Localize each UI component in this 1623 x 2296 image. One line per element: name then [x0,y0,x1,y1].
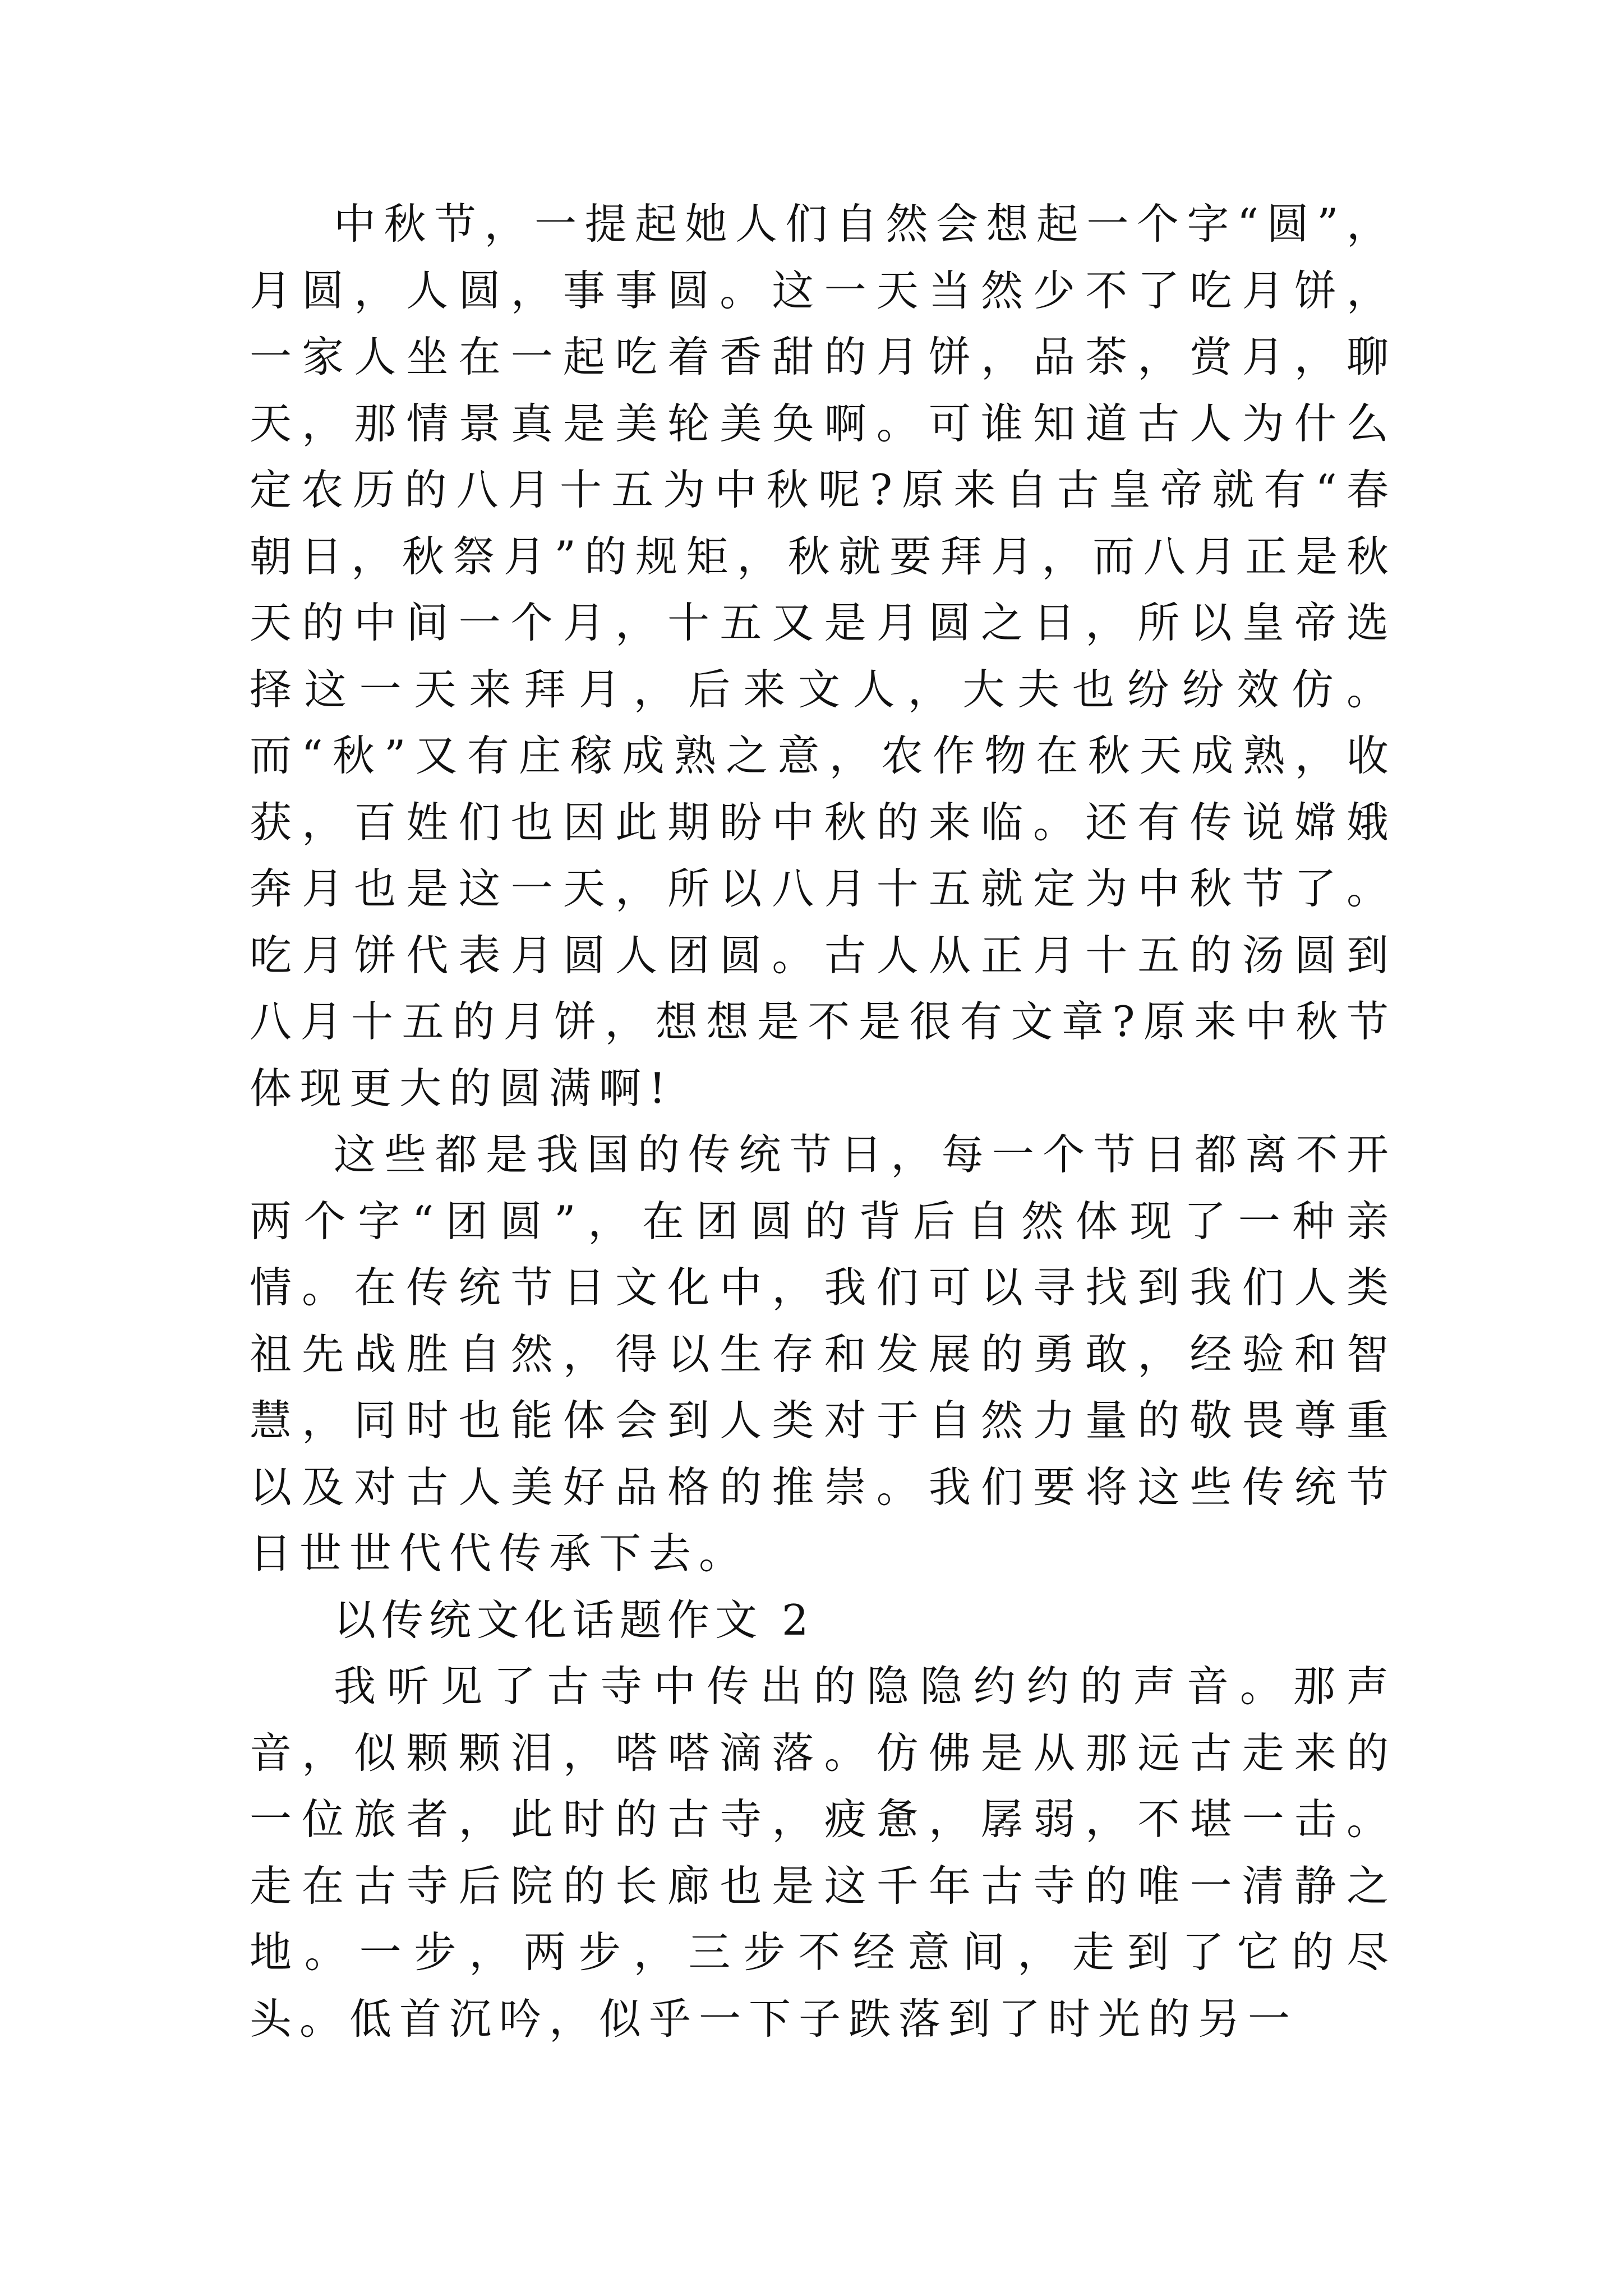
paragraph-mid-autumn: 中秋节，一提起她人们自然会想起一个字“圆”，月圆，人圆，事事圆。这一天当然少不了吃月饼，一家人坐在一起吃着香甜的月饼，品茶，赏月，聊天，那情景真是美轮美奂啊。可谁知道古人为什么定农历的八月十五为中秋呢?原来自古皇帝就有“春朝日，秋祭月”的规矩，秋就要拜月，而八月正是秋天的中间一个月，十五又是月圆之日，所以皇帝选择这一天来拜月，后来文人，大夫也纷纷效仿。而“秋”又有庄稼成熟之意，农作物在秋天成熟，收获，百姓们也因此期盼中秋的来临。还有传说嫦娥奔月也是这一天，所以八月十五就定为中秋节了。吃月饼代表月圆人团圆。古人从正月十五的汤圆到八月十五的月饼，想想是不是很有文章?原来中秋节体现更大的圆满啊! [250,199,1396,1113]
paragraph-ancient-temple: 我听见了古寺中传出的隐隐约约的声音。那声音，似颗颗泪，嗒嗒滴落。仿佛是从那远古走来的一位旅者，此时的古寺，疲惫，孱弱，不堪一击。走在古寺后院的长廊也是这千年古寺的唯一清静之地。一步，两步，三步不经意间，走到了它的尽头。低首沉吟，似乎一下子跌落到了时光的另一 [250,1662,1396,2044]
essay-heading: 以传统文化话题作文 2 [334,1595,814,1645]
document-body [250,191,1396,2052]
paragraph-traditional-festivals: 这些都是我国的传统节日，每一个节日都离不开两个字“团圆”，在团圆的背后自然体现了一种亲情。在传统节日文化中，我们可以寻找到我们人类祖先战胜自然，得以生存和发展的勇敢，经验和智慧，同时也能体会到人类对于自然力量的敬畏尊重以及对古人美好品格的推崇。我们要将这些传统节日世世代代传承下去。 [250,1130,1396,1578]
